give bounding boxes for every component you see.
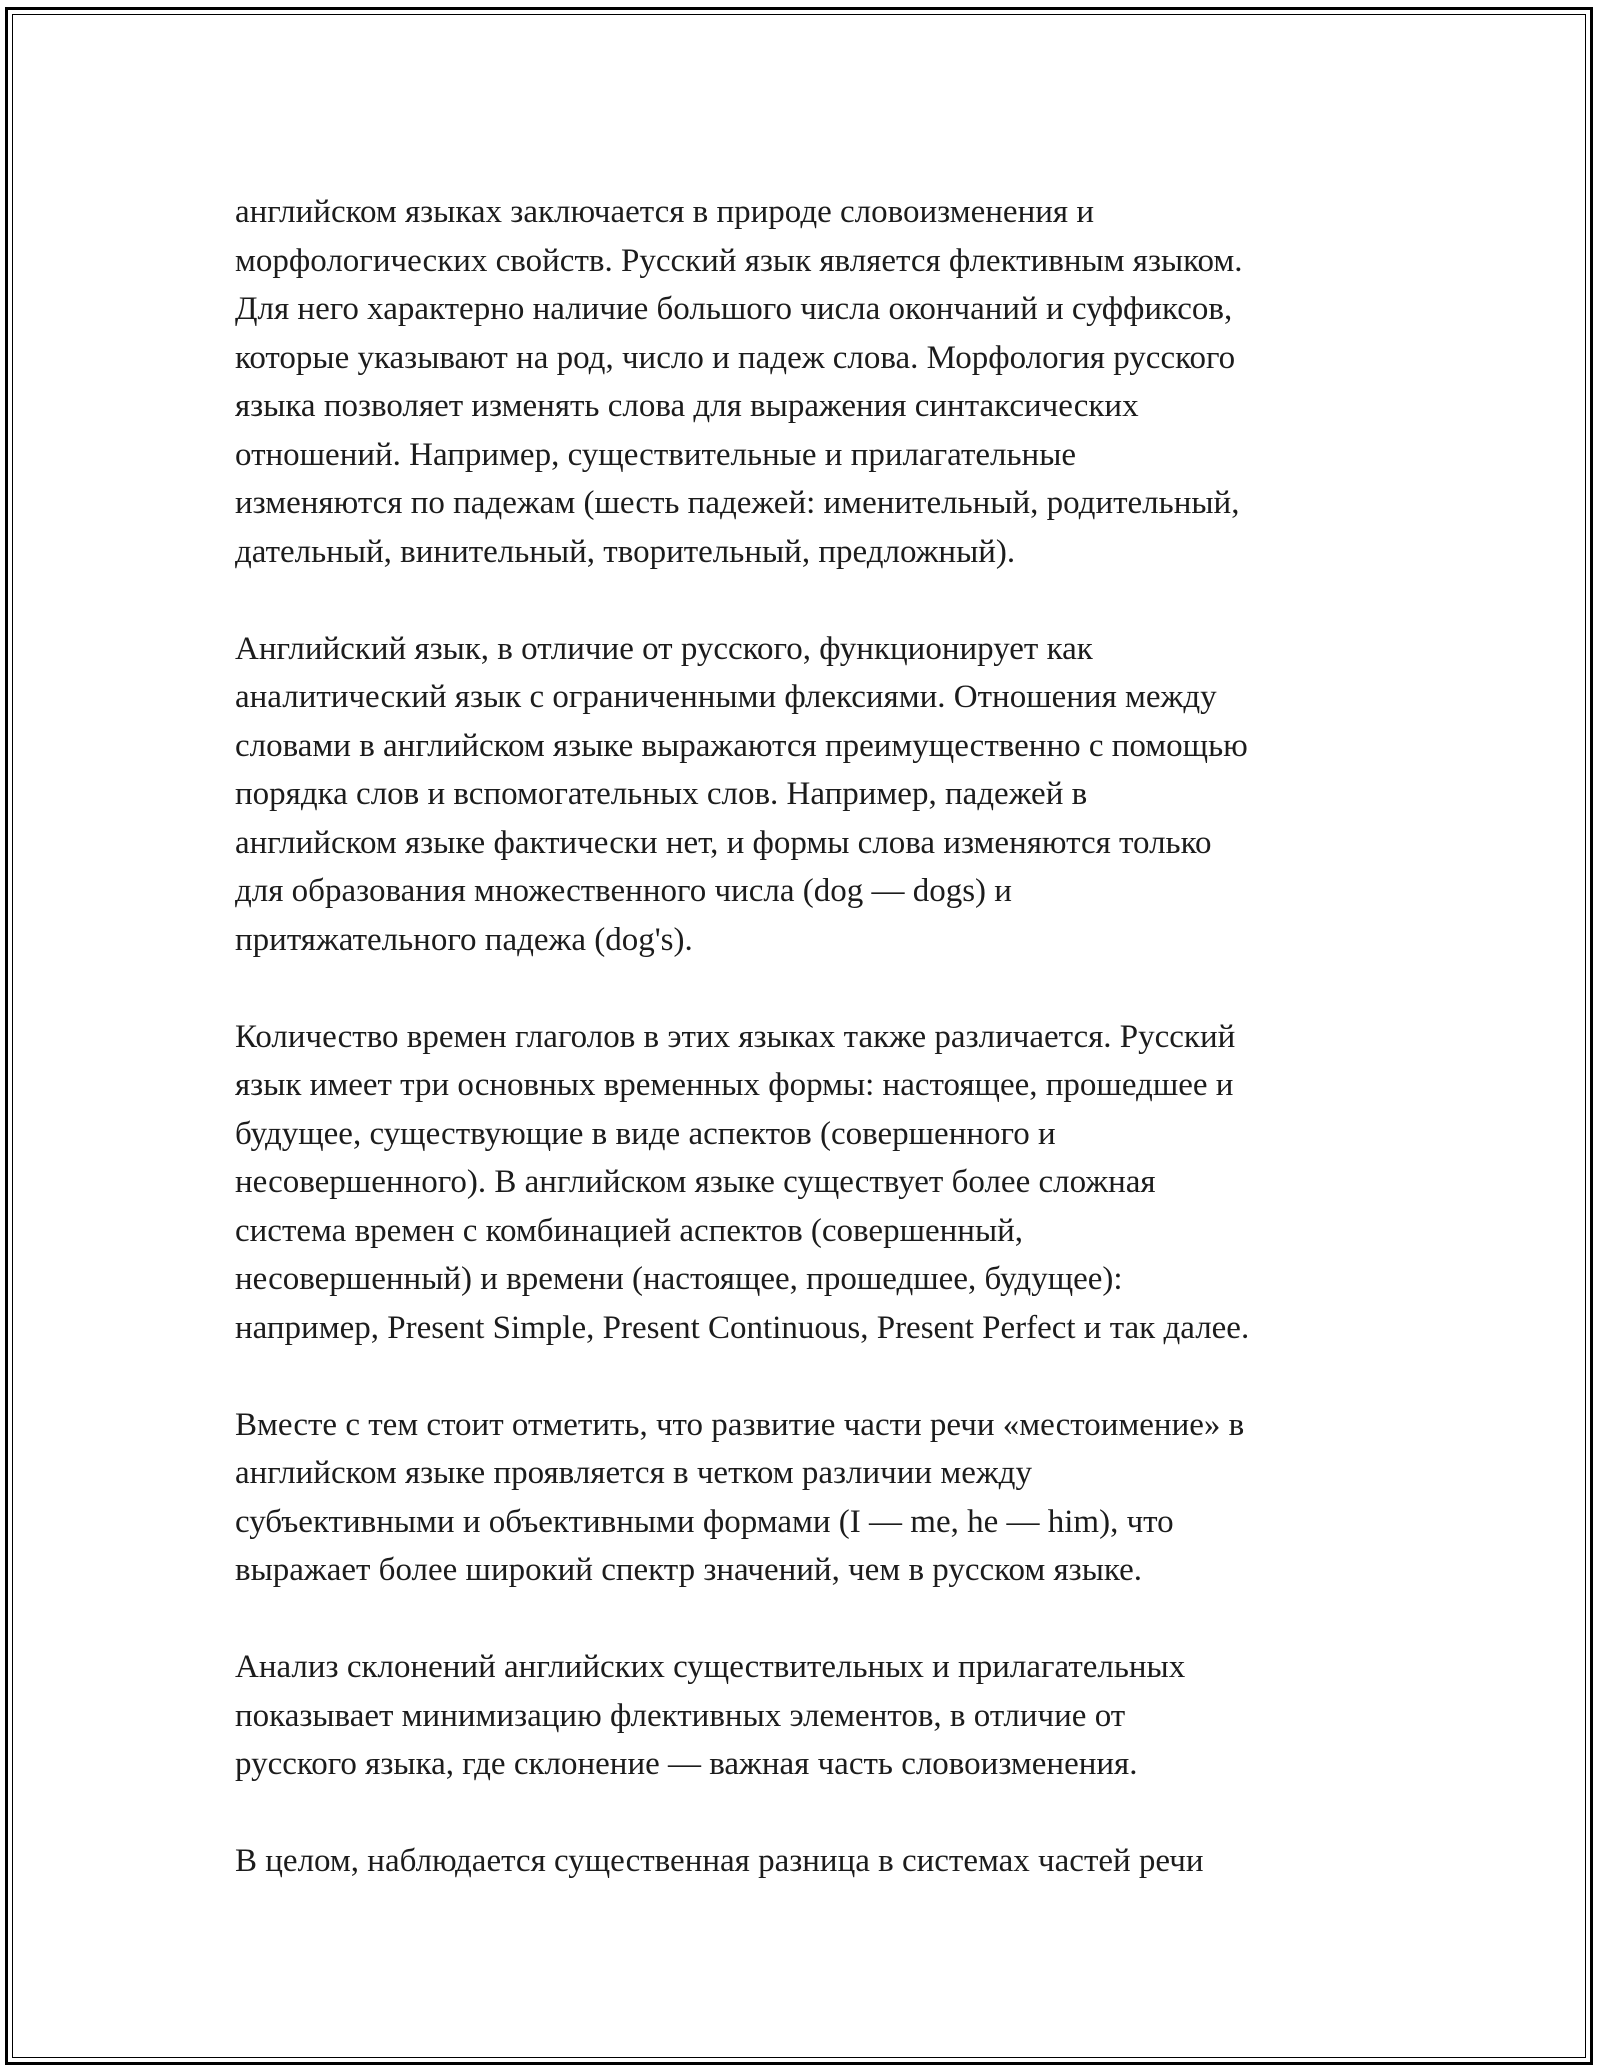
text-line: Анализ склонений английских существительных и прилагательных: [235, 1649, 1186, 1685]
text-line: например, Present Simple, Present Continuous, Present Perfect и так далее.: [235, 1309, 1250, 1346]
paragraph-1: [235, 188, 1395, 576]
text-line: морфологических свойств. Русский язык является флективным языком.: [235, 242, 1243, 279]
text-line: В целом, наблюдается существенная разница в системах частей речи: [235, 1843, 1204, 1879]
text-line: для образования множественного числа (dog — dogs) и: [235, 873, 1012, 909]
text-line: будущее, существующие в виде аспектов (совершенного и: [235, 1115, 1056, 1152]
text-line: отношений. Например, существительные и прилагательные: [235, 436, 1077, 473]
text-line: Для него характерно наличие большого числа окончаний и суффиксов,: [235, 291, 1233, 327]
text-line: выражает более широкий спектр значений, чем в русском языке.: [235, 1552, 1143, 1588]
paragraph-4: [235, 1401, 1395, 1595]
text-line: несовершенного). В английском языке существует более сложная: [235, 1164, 1156, 1200]
text-line: английском языке фактически нет, и формы слова изменяются только: [235, 824, 1212, 861]
document-body: [235, 188, 1395, 1934]
text-line: языка позволяет изменять слова для выражения синтаксических: [235, 388, 1139, 424]
text-line: субъективными и объективными формами (I — me, he — him), что: [235, 1503, 1174, 1540]
paragraph-5: [235, 1643, 1395, 1789]
text-line: английском языке проявляется в четком различии между: [235, 1455, 1032, 1491]
text-line: притяжательного падежа (dog's).: [235, 921, 693, 958]
text-line: несовершенный) и времени (настоящее, прошедшее, будущее):: [235, 1261, 1123, 1297]
paragraph-2: [235, 625, 1395, 965]
text-line: порядка слов и вспомогательных слов. Например, падежей в: [235, 776, 1088, 812]
text-line: Английский язык, в отличие от русского, функционирует как: [235, 630, 1093, 667]
text-line: показывает минимизацию флективных элементов, в отличие от: [235, 1697, 1126, 1734]
text-line: аналитический язык с ограниченными флексиями. Отношения между: [235, 679, 1217, 715]
text-line: изменяются по падежам (шесть падежей: именительный, родительный,: [235, 485, 1240, 521]
text-line: дательный, винительный, творительный, предложный).: [235, 533, 1016, 570]
text-line: словами в английском языке выражаются преимущественно с помощью: [235, 727, 1248, 764]
text-line: Количество времен глаголов в этих языках также различается. Русский: [235, 1018, 1236, 1055]
paragraph-6: [235, 1837, 1395, 1886]
text-line: английском языках заключается в природе словоизменения и: [235, 194, 1094, 230]
text-line: система времен с комбинацией аспектов (совершенный,: [235, 1212, 1024, 1249]
text-line: Вместе с тем стоит отметить, что развитие части речи «местоимение» в: [235, 1406, 1245, 1443]
paragraph-3: [235, 1013, 1395, 1353]
text-line: русского языка, где склонение — важная часть словоизменения.: [235, 1746, 1138, 1782]
text-line: язык имеет три основных временных формы: настоящее, прошедшее и: [235, 1067, 1234, 1103]
text-line: которые указывают на род, число и падеж слова. Морфология русского: [235, 339, 1236, 376]
